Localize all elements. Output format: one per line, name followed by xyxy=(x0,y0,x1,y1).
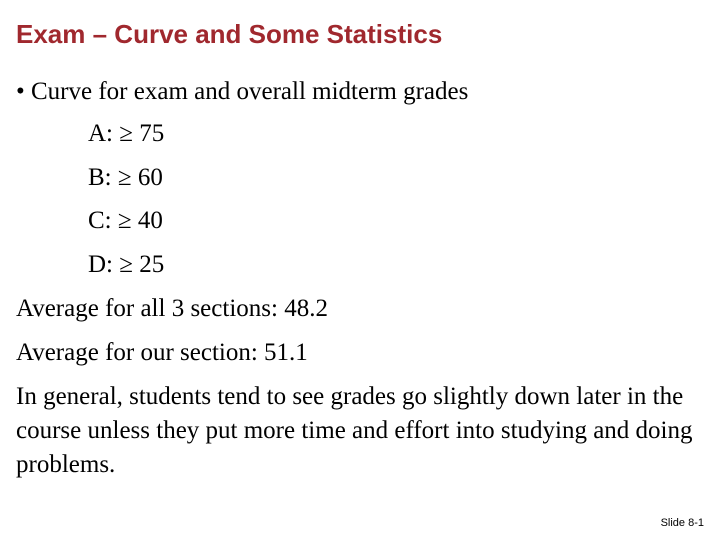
general-note: In general, students tend to see grades go slightly down later in the course unless they put more time and effort into studying and doing problems. xyxy=(16,383,693,478)
slide-title: Exam – Curve and Some Statistics xyxy=(16,19,443,49)
grade-threshold-b: B: ≥ 60 xyxy=(88,164,163,191)
average-our-section: Average for our section: 51.1 xyxy=(16,339,308,366)
grade-threshold-d: D: ≥ 25 xyxy=(88,251,165,278)
bullet-curve: • Curve for exam and overall midterm grades xyxy=(16,78,469,105)
slide-number: Slide 8-1 xyxy=(660,517,704,529)
average-all-sections: Average for all 3 sections: 48.2 xyxy=(16,295,328,322)
grade-threshold-c: C: ≥ 40 xyxy=(88,207,163,234)
grade-threshold-a: A: ≥ 75 xyxy=(88,120,165,147)
